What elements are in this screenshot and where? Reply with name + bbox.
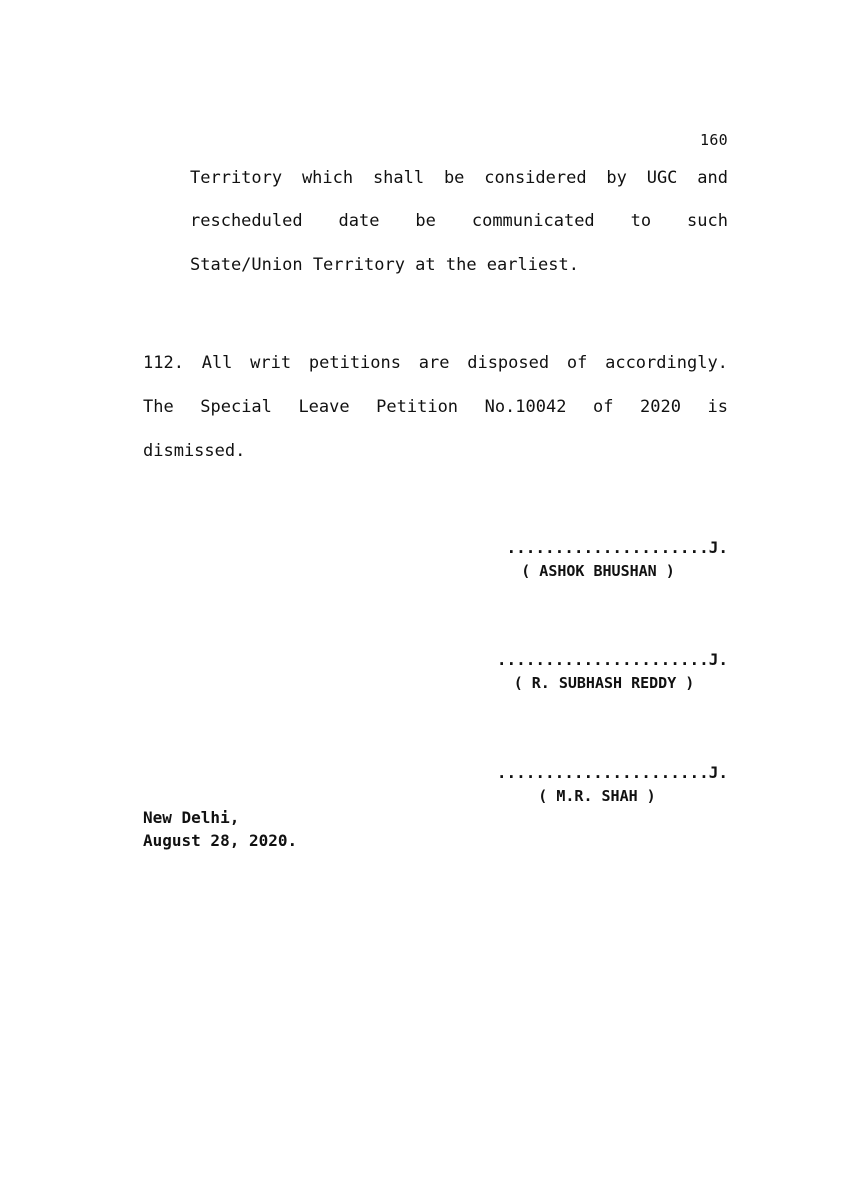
- word: petitions: [308, 353, 401, 373]
- word: considered: [484, 168, 587, 188]
- signature-line-1: .....................J.: [506, 538, 728, 557]
- word: is: [707, 397, 728, 417]
- signature-line-3: ......................J.: [496, 763, 728, 782]
- word: are: [418, 353, 450, 373]
- continuation-line-3: State/Union Territory at the earliest.: [190, 255, 579, 275]
- word: All: [201, 353, 233, 373]
- word: writ: [250, 353, 292, 373]
- continuation-line-2: [190, 211, 728, 231]
- signature-line-2: ......................J.: [496, 650, 728, 669]
- word: be: [415, 211, 436, 231]
- word: Special: [200, 397, 272, 417]
- place: New Delhi,: [143, 808, 240, 827]
- word: to: [630, 211, 652, 231]
- word: Petition: [376, 397, 459, 417]
- paragraph-112-line-3: dismissed.: [143, 441, 246, 461]
- word: and: [697, 168, 728, 188]
- judge-name-2: ( R. SUBHASH REDDY ): [513, 674, 695, 692]
- word: disposed: [467, 353, 550, 373]
- word: by: [606, 168, 627, 188]
- judge-name-1: ( ASHOK BHUSHAN ): [521, 562, 675, 580]
- word: of: [566, 353, 588, 373]
- word: Territory: [190, 168, 283, 188]
- judge-name-3: ( M.R. SHAH ): [538, 787, 656, 805]
- word: No.10042: [484, 397, 567, 417]
- paragraph-112-line-2: [143, 397, 728, 417]
- paragraph-112-line-1: [143, 353, 728, 373]
- word: be: [443, 168, 465, 188]
- continuation-line-1: [190, 168, 728, 188]
- word: The: [143, 397, 174, 417]
- word: date: [338, 211, 380, 231]
- judgment-date: August 28, 2020.: [143, 831, 298, 850]
- page-number: 160: [700, 131, 728, 149]
- word: communicated: [471, 211, 595, 231]
- word: such: [687, 211, 728, 231]
- word: of: [593, 397, 614, 417]
- word: Leave: [298, 397, 350, 417]
- word: UGC: [646, 168, 678, 188]
- paragraph-number: 112.: [143, 353, 184, 373]
- word: accordingly.: [605, 353, 728, 373]
- word: rescheduled: [190, 211, 303, 231]
- word: 2020: [640, 397, 681, 417]
- word: shall: [372, 168, 425, 188]
- word: which: [301, 168, 354, 188]
